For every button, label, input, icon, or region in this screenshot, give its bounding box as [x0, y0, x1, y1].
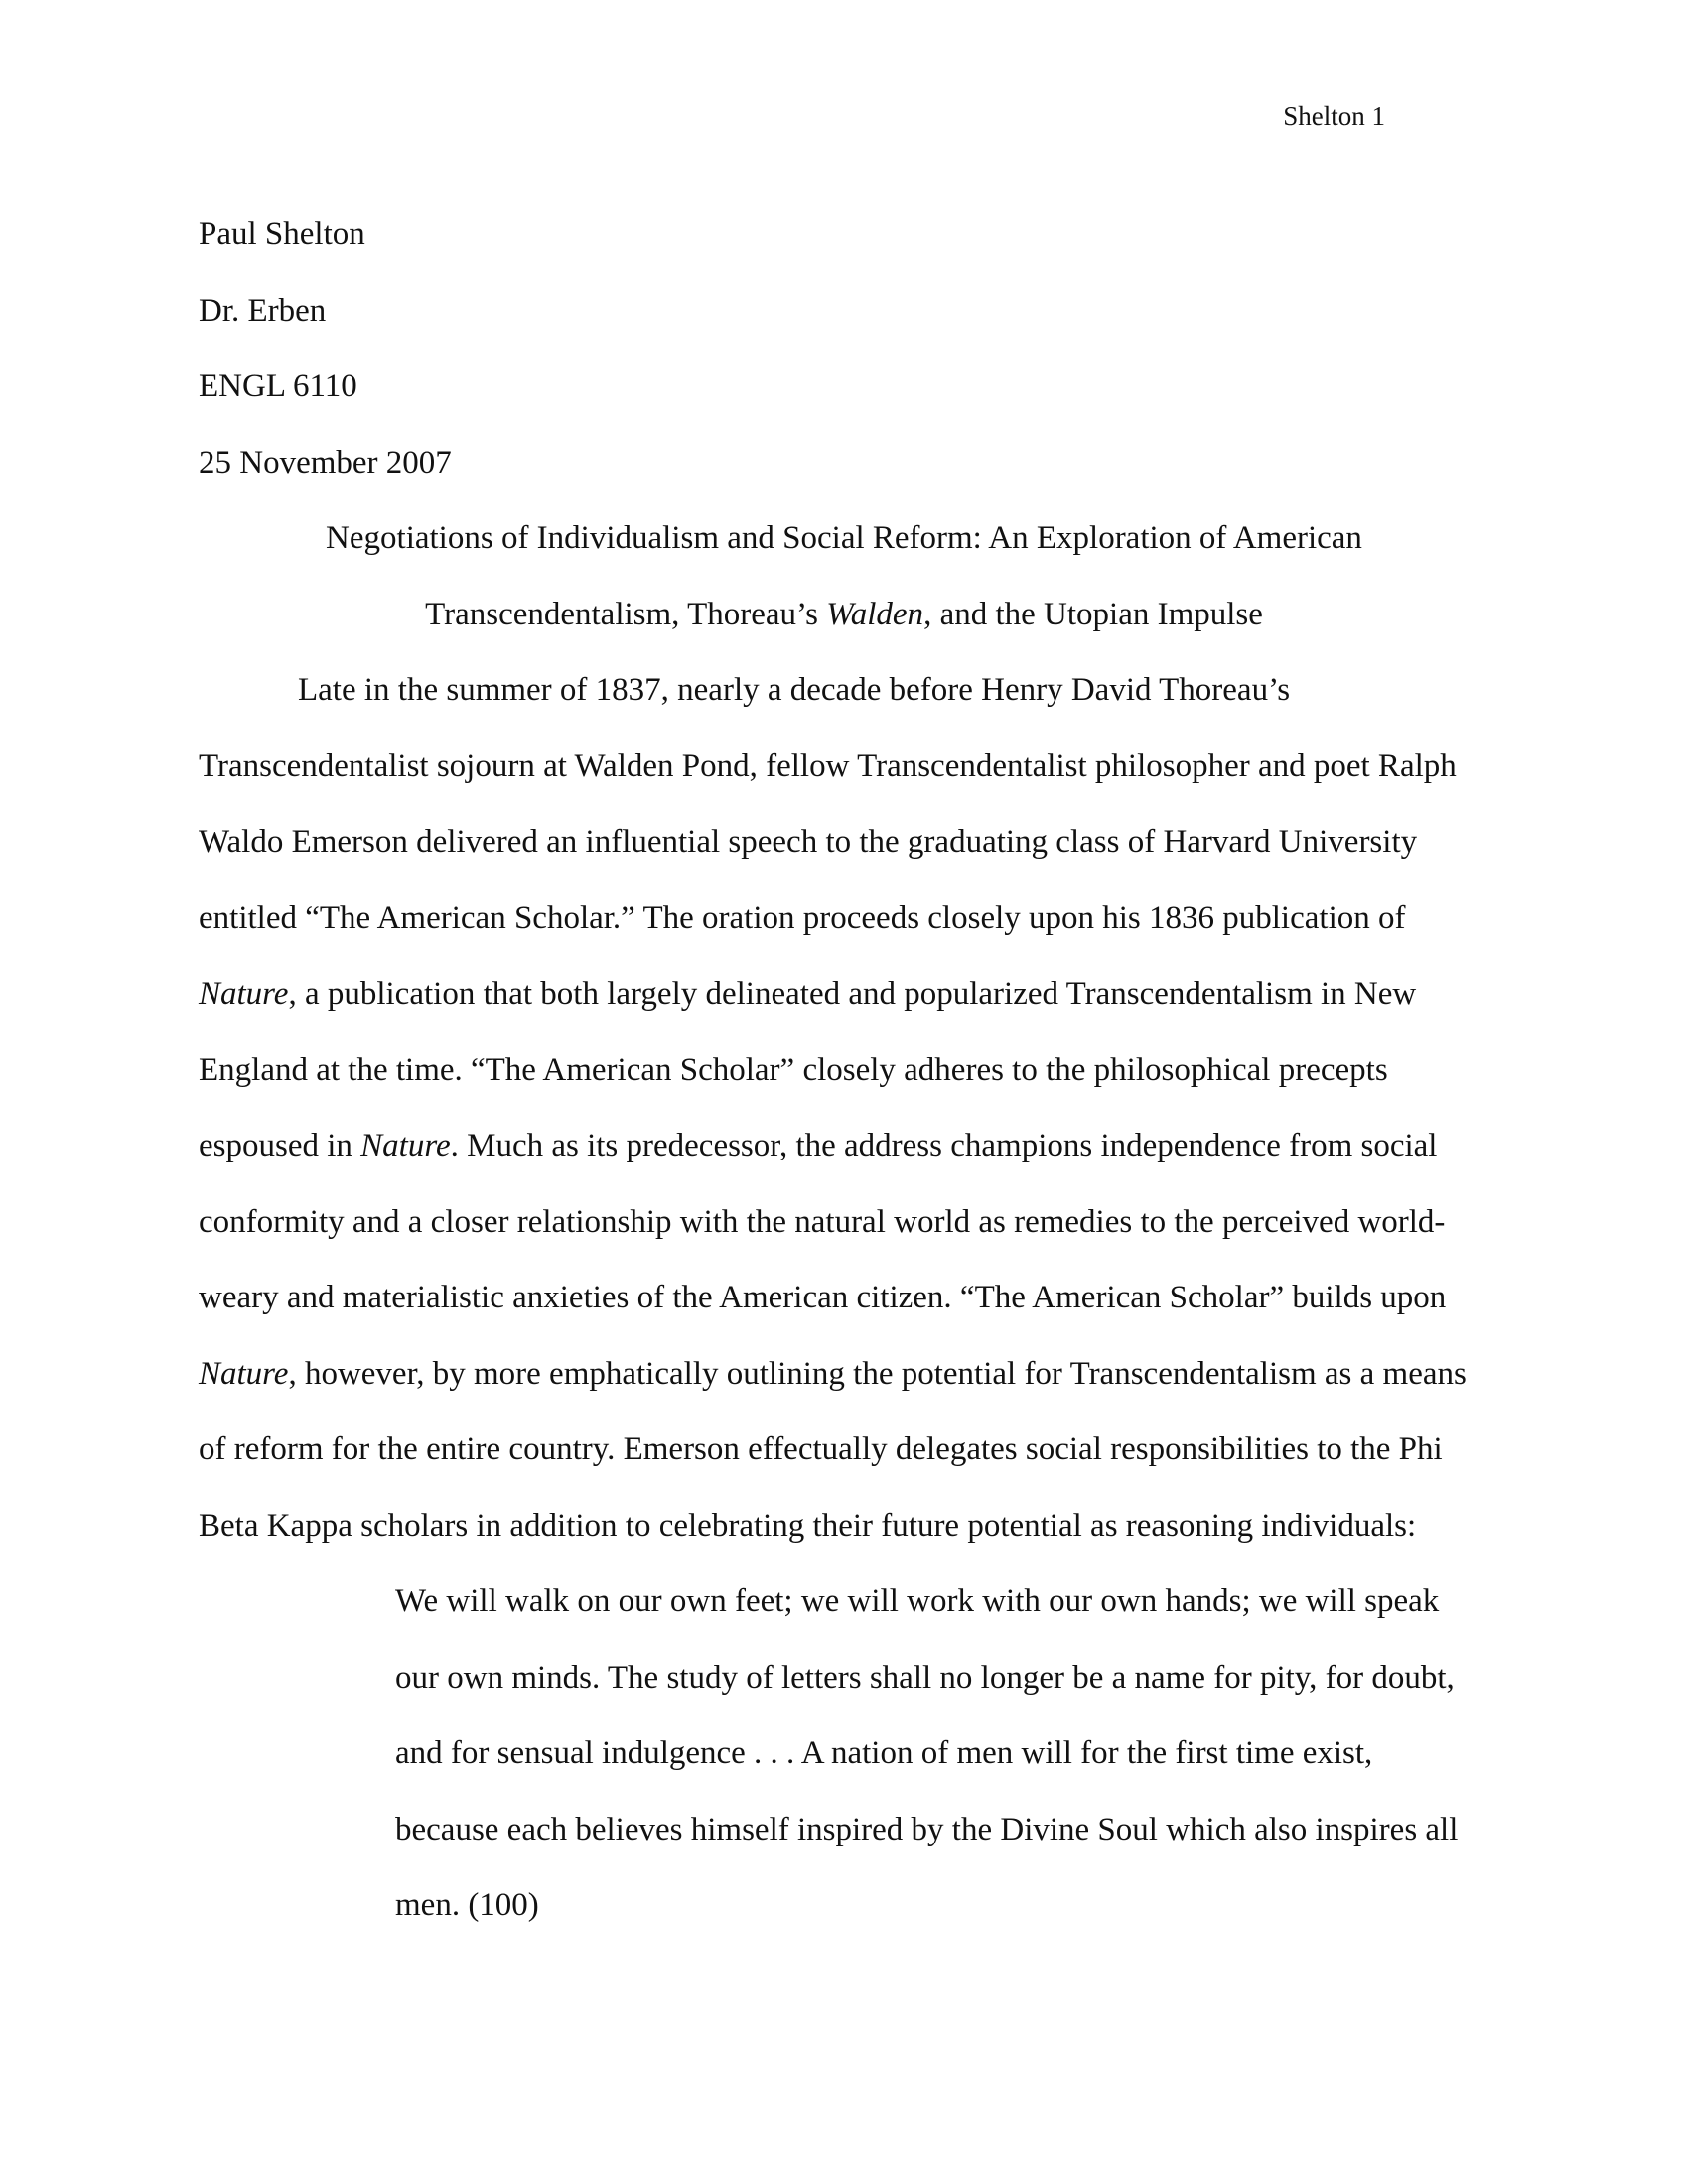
- title-line-2-end: , and the Utopian Impulse: [923, 596, 1263, 632]
- title-walden-italic: Walden: [826, 596, 924, 632]
- title-line-2-start: Transcendentalism, Thoreau’s: [425, 596, 827, 632]
- block-quote-line-3: and for sensual indulgence . . . A nation of men will for the first time exist,: [395, 1735, 1373, 1771]
- essay-title: [199, 500, 1489, 652]
- paragraph-1-line-5: [199, 956, 1489, 1032]
- nature-italic: Nature: [360, 1128, 451, 1163]
- paragraph-1: [199, 652, 1489, 1564]
- block-quote-line-2: our own minds. The study of letters shall no longer be a name for pity, for doubt,: [395, 1659, 1455, 1696]
- paragraph-1-line-2: Transcendentalist sojourn at Walden Pond, fellow Transcendentalist philosopher and poet Ralph: [199, 748, 1457, 784]
- block-quote-line-1: We will walk on our own feet; we will work with our own hands; we will speak: [395, 1583, 1440, 1619]
- paragraph-1-line-7-start: espoused in: [199, 1128, 361, 1163]
- title-line-1: Negotiations of Individualism and Social Reform: An Exploration of American: [326, 520, 1362, 556]
- paragraph-1-line-7-end: . Much as its predecessor, the address champions independence from social: [450, 1128, 1438, 1163]
- title-line-2: [199, 577, 1489, 653]
- paragraph-1-line-6: England at the time. “The American Scholar” closely adheres to the philosophical precepts: [199, 1051, 1388, 1088]
- paragraph-1-line-1: Late in the summer of 1837, nearly a decade before Henry David Thoreau’s: [298, 672, 1291, 708]
- heading-date: 25 November 2007: [199, 444, 452, 480]
- paragraph-1-line-9: weary and materialistic anxieties of the American citizen. “The American Scholar” builds upon: [199, 1280, 1447, 1315]
- block-quote: [395, 1564, 1487, 1944]
- block-quote-line-4: because each believes himself inspired by the Divine Soul which also inspires all: [395, 1811, 1459, 1847]
- paragraph-1-line-10-rest: , however, by more emphatically outlining the potential for Transcendentalism as a means: [288, 1355, 1467, 1392]
- paragraph-1-line-7: [199, 1108, 1489, 1184]
- paragraph-1-line-11: of reform for the entire country. Emerson effectually delegates social responsibilities to the Phi: [199, 1432, 1443, 1467]
- paragraph-1-line-12: Beta Kappa scholars in addition to celebrating their future potential as reasoning individuals:: [199, 1507, 1417, 1544]
- paragraph-1-line-3: Waldo Emerson delivered an influential speech to the graduating class of Harvard University: [199, 824, 1418, 860]
- nature-italic: Nature: [199, 1355, 289, 1392]
- paragraph-1-line-8: conformity and a closer relationship with the natural world as remedies to the perceived world-: [199, 1203, 1446, 1240]
- nature-italic: Nature: [199, 976, 289, 1012]
- running-head-page-number: Shelton 1: [1283, 101, 1385, 131]
- paragraph-1-line-10: [199, 1336, 1489, 1413]
- heading-author: Paul Shelton: [199, 216, 365, 252]
- paragraph-1-line-4: entitled “The American Scholar.” The oration proceeds closely upon his 1836 publication of: [199, 899, 1406, 936]
- heading-instructor: Dr. Erben: [199, 292, 327, 329]
- essay-body: [199, 197, 1489, 1944]
- heading-course: ENGL 6110: [199, 368, 357, 404]
- block-quote-line-5: men. (100): [395, 1887, 539, 1923]
- paragraph-1-line-5-rest: , a publication that both largely delineated and popularized Transcendentalism in New: [288, 976, 1417, 1012]
